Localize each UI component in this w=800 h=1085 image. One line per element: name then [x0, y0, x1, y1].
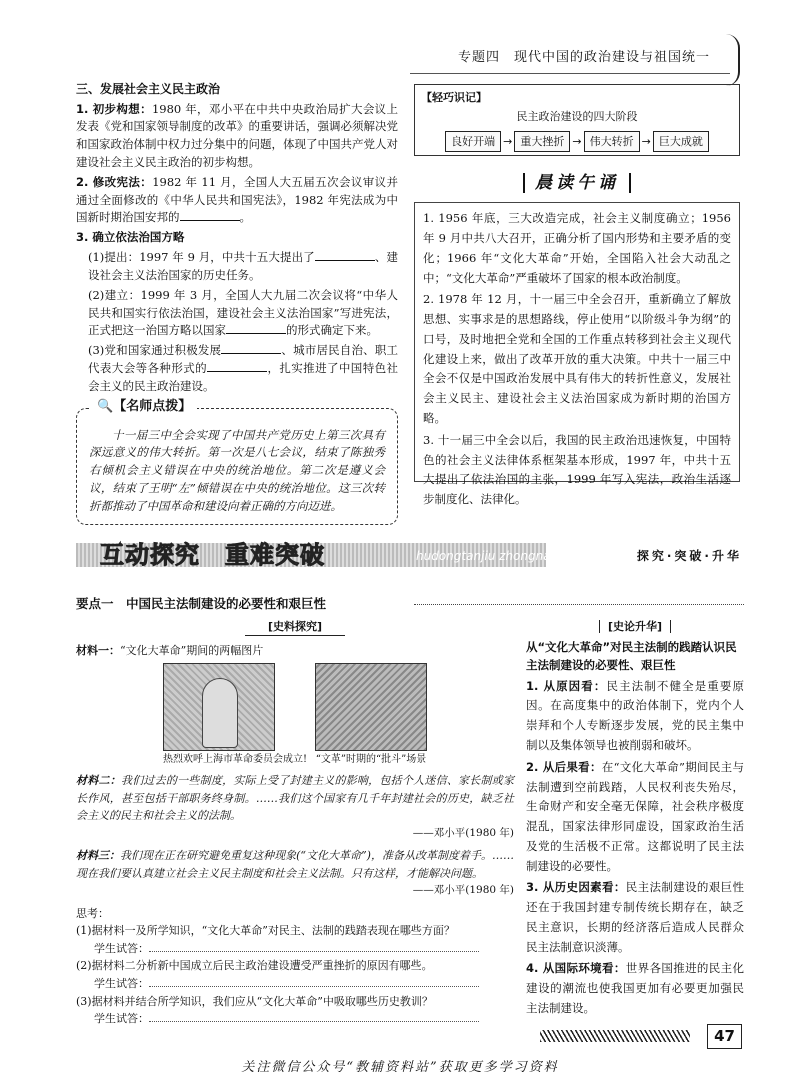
- item-text: 1980 年，邓小平在中共中央政治局扩大会议上发表《党和国家领导制度的改革》的重要讲话，强调必须解决党和国家政治体制中权力过分集中的问题，体现了中国共产党人对建设社会主义民主政治的初步构想。: [76, 101, 399, 170]
- memory-tag: 【轻巧识记】: [421, 91, 487, 104]
- speaker-figure: [202, 678, 238, 748]
- materials-column: [76, 618, 514, 1028]
- theory-item-label: 3. 从历史因素看：: [526, 880, 626, 895]
- historical-photo-rally: [163, 663, 275, 751]
- page-number-area: [540, 1026, 746, 1046]
- answer-row: [76, 1010, 514, 1028]
- reading-item: 3. 十一届三中全会以后，我国的民主政治迅速恢复，中国特色的社会主义法律体系框架基本形成，1997 年，中共十五大提出了依法治国的主张，1999 年写入宪法，政治生活逐步制度化、法律化。: [423, 432, 731, 507]
- sub-text: 、城市居民自治、职工代表大会等各种形式的: [88, 343, 398, 375]
- reading-title: [414, 170, 740, 196]
- material-two: [76, 772, 514, 825]
- header-rule: [410, 73, 730, 74]
- reading-box: [414, 202, 740, 507]
- item-text: 1982 年 11 月，全国人大五届五次会议审议并通过全面修改的《中华人民共和国宪法》，1982 年宪法成为中国新时期治国安邦的: [76, 174, 398, 225]
- theory-item-text: 世界各国推进的民主化建设的潮流也使我国更加有必要更加强民主法制建设。: [526, 961, 745, 1015]
- tip-title: [91, 397, 197, 417]
- arrow-right-icon: →: [641, 135, 651, 149]
- theory-intro: 从“文化大革命”对民主法制的践踏认识民主法制建设的必要性、艰巨性: [526, 640, 737, 672]
- sub-text: (3)党和国家通过积极发展: [88, 343, 222, 358]
- chapter-title: 专题四 现代中国的政治建设与祖国统一: [457, 50, 710, 65]
- stage-box: 伟大转折: [584, 131, 640, 152]
- answer-label: 学生试答：: [94, 976, 149, 990]
- dotted-divider: [414, 604, 744, 605]
- think-label: 思考：: [76, 906, 109, 920]
- footer-note: 关注微信公众号“教辅资料站”获取更多学习资料: [241, 1060, 559, 1075]
- banner-title: 互动探究 重难突破: [100, 541, 325, 569]
- historical-photo-struggle: [315, 663, 427, 751]
- theory-item: [526, 959, 744, 1018]
- material-source: ——邓小平(1980 年): [412, 826, 514, 839]
- answer-row: [76, 940, 514, 958]
- theory-item-text: 民主法制不健全是重要原因。在高度集中的政治体制下，党内个人崇拜和个人专断逐步发展，党的民主集中制以及集体领导也被削弱和破坏。: [526, 678, 744, 752]
- theory-item: [526, 677, 744, 756]
- hatch-decoration: [540, 1030, 690, 1042]
- theory-item-text: 在“文化大革命”期间民主与法制遭到空前践踏，人民权利丧失殆尽，生命财产和安全毫无保障，社会秩序极度混乱，国家法律形同虚设，国家政治生活及党的生活极不正常。这都说明了民主法制建设的必要性。: [526, 759, 744, 873]
- material-label: 材料三：: [76, 849, 121, 863]
- sub-text: ，扎实推进了中国特色社会主义的民主政治建设。: [88, 360, 398, 393]
- question: (3)据材料并结合所学知识，我们应从“文化大革命”中吸取哪些历史教训？: [76, 994, 433, 1008]
- theory-item-label: 4. 从国际环境看：: [526, 961, 626, 976]
- material-text: “文化大革命”期间的两幅图片: [120, 644, 264, 658]
- list-item: [76, 229, 398, 247]
- answer-label: 学生试答：: [94, 941, 149, 955]
- fill-blank[interactable]: [221, 343, 281, 354]
- left-column: [76, 80, 398, 525]
- material-label: 材料二：: [76, 774, 121, 788]
- image-row: [76, 663, 514, 766]
- figure-caption: “文革”时期的“批斗”场景: [315, 754, 427, 766]
- banner-pinyin: hudongtanjiu zhongnantupo: [416, 549, 586, 563]
- keypoint-title: 要点一 中国民主法制建设的必要性和艰巨性: [76, 596, 327, 611]
- header-bracket-decoration: [726, 34, 740, 86]
- memory-subtitle: 民主政治建设的四大阶段: [516, 110, 638, 124]
- stage-box: 重大挫折: [514, 131, 570, 152]
- section-title: 三、发展社会主义民主政治: [76, 82, 221, 96]
- tip-title-text: 【名师点拨】: [113, 398, 192, 414]
- arrow-right-icon: →: [572, 135, 582, 149]
- fill-blank[interactable]: [315, 250, 375, 261]
- answer-label: 学生试答：: [94, 1012, 149, 1026]
- material-label: 材料一：: [76, 644, 120, 658]
- materials-head: [史料探究]: [245, 618, 345, 636]
- sub-text: 的形式确定下来。: [286, 323, 378, 338]
- theory-item-label: 1. 从原因看：: [526, 678, 607, 693]
- teacher-tip-box: [76, 398, 398, 525]
- theory-head: [526, 618, 744, 635]
- stage-box: 巨大成就: [653, 131, 709, 152]
- item-label: 2. 修改宪法：: [76, 174, 153, 189]
- fill-blank[interactable]: [226, 323, 286, 334]
- figure: [315, 663, 427, 766]
- list-item: [76, 101, 398, 172]
- arrow-right-icon: →: [503, 135, 513, 149]
- question: (1)据材料一及所学知识，“文化大革命”对民主、法制的践踏表现在哪些方面？: [76, 924, 455, 938]
- material-one: [76, 642, 514, 659]
- sub-text: (1)提出：1997 年 9 月，中共十五大提出了: [88, 250, 315, 265]
- stage-flow: [421, 131, 733, 152]
- material-three: [76, 847, 514, 882]
- page-header: [410, 40, 740, 74]
- fill-blank[interactable]: [207, 361, 267, 372]
- item-label: 1. 初步构想：: [76, 101, 152, 116]
- right-column: [414, 84, 740, 507]
- answer-field[interactable]: [149, 976, 479, 987]
- fill-blank[interactable]: [180, 210, 240, 221]
- reading-item: 1. 1956 年底，三大改造完成，社会主义制度确立；1956 年 9 月中共八大召开，正确分析了国内形势和主要矛盾的变化；1966 年“文化大革命”开始，全国陷入社会大动乱之中；“文化大革命”严重破坏了国家的根本政治制度。: [423, 211, 731, 285]
- banner-motto: 探究·突破·升华: [636, 549, 742, 563]
- theory-item: [526, 758, 744, 877]
- question: (2)据材料二分析新中国成立后民主政治建设遭受严重挫折的原因有哪些。: [76, 959, 433, 973]
- reading-item: 2. 1978 年 12 月，十一届三中全会召开，重新确立了解放思想、实事求是的思想路线，停止使用“以阶级斗争为纲”的口号，及时地把全党和全国的工作重点转移到社会主义现代化建设上来，做出了改革开放的重大决策。中共十一届三中全会不仅是中国政治发展中具有伟大的转折性意义，发展社会主义民主、建设社会主义法治国家成为新时期的治国方略。: [423, 292, 731, 425]
- page-number: 47: [707, 1024, 742, 1049]
- material-source: ——邓小平(1980 年): [412, 884, 514, 897]
- section-banner: [76, 535, 742, 573]
- stage-box: 良好开端: [445, 131, 501, 152]
- material-text: 我们过去的一些制度，实际上受了封建主义的影响，包括个人迷信、家长制或家长作风，甚至包括干部职务终身制。……我们这个国家有几千年封建社会的历史，缺乏社会主义的民主和社会主义的法制。: [76, 774, 515, 823]
- reading-title-text: 晨读午诵: [523, 173, 631, 193]
- item-label: 3. 确立依法治国方略: [76, 230, 185, 245]
- memory-box: [414, 84, 740, 156]
- answer-row: [76, 975, 514, 993]
- questions: [76, 905, 514, 1028]
- sub-text: 、建设社会主义法治国家的历史任务。: [88, 250, 398, 282]
- theory-item-text: 民主法制建设的艰巨性还在于我国封建专制传统长期存在，缺乏民主意识，长期的经济落后造成人民群众民主法制意识淡薄。: [526, 880, 745, 954]
- sub-item: [76, 342, 398, 395]
- theory-item: [526, 878, 744, 957]
- magnifier-icon: 🔍: [97, 398, 114, 414]
- answer-field[interactable]: [149, 941, 479, 952]
- answer-field[interactable]: [149, 1011, 479, 1022]
- list-item: 2. 修改宪法：1982 年 11 月，全国人大五届五次会议审议并通过全面修改的《中华人民共和国宪法》，1982 年宪法成为中国新时期治国安邦的 。: [76, 174, 398, 225]
- theory-column: [526, 618, 744, 1019]
- theory-head-text: [史论升华]: [599, 620, 671, 633]
- sub-text: (2)建立：1999 年 3 月，全国人大九届二次会议将“中华人民共和国实行依法治国，建设社会主义法治国家”写进宪法，正式把这一治国方略以国家: [88, 287, 398, 338]
- figure: [163, 663, 307, 766]
- tip-text: 十一届三中全会实现了中国共产党历史上第三次具有深远意义的伟大转折。第一次是八七会议，结束了陈独秀右倾机会主义错误在中央的统治地位。第二次是遵义会议，结束了王明“左”倾错误在中央的统治地位。这三次转折都推动了中国革命和建设向着正确的方向迈进。: [89, 427, 385, 513]
- sub-item: [76, 287, 398, 340]
- sub-item: [76, 249, 398, 285]
- figure-caption: 热烈欢呼上海市革命委员会成立!: [162, 754, 308, 766]
- material-text: 我们现在正在研究避免重复这种现象(“文化大革命”)，准备从改革制度着手。……现在我们要认真建立社会主义民主制度和社会主义法制。只有这样，才能解决问题。: [76, 849, 515, 880]
- theory-item-label: 2. 从后果看：: [526, 759, 602, 774]
